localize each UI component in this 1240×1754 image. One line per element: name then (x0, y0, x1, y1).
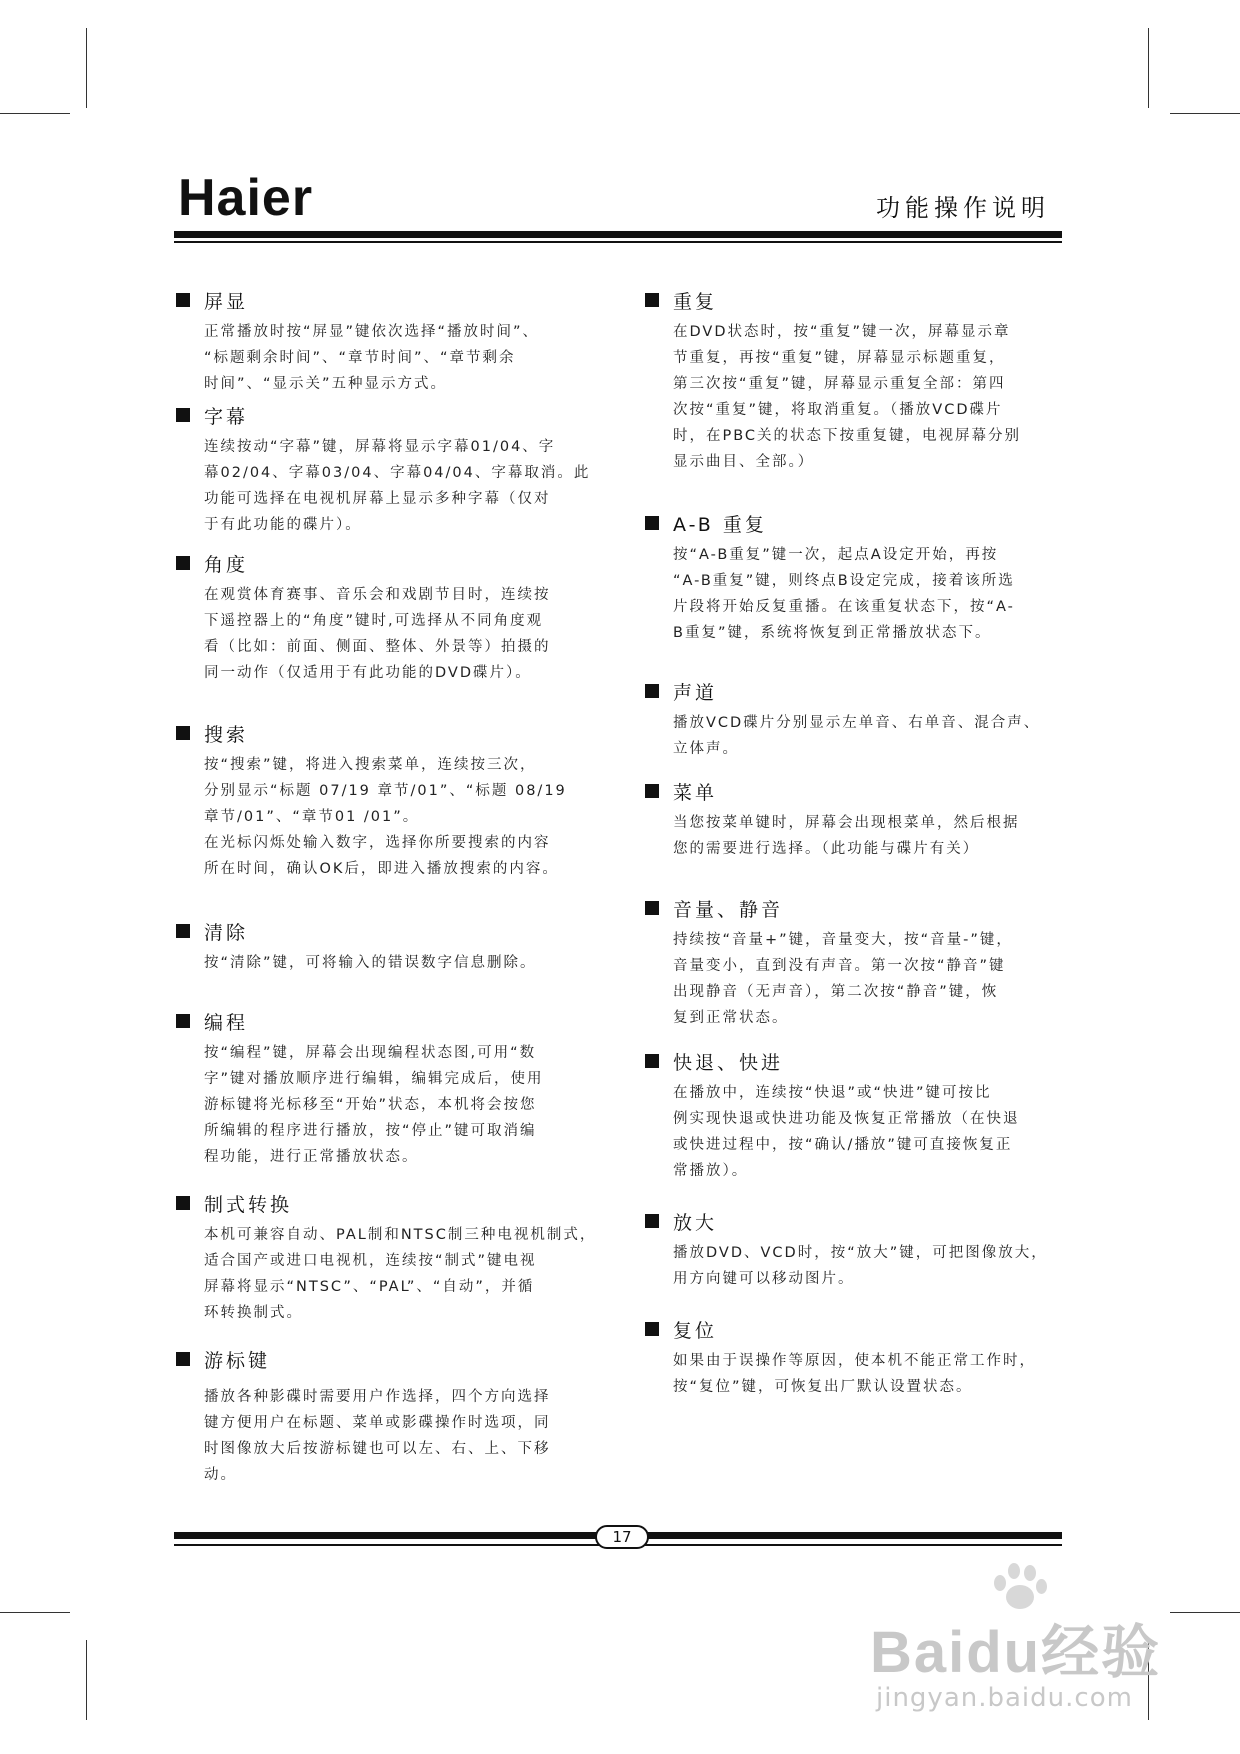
watermark-main-text: Baidu经验 (870, 1620, 1162, 1685)
section-subtitle (176, 402, 606, 538)
header-rule (174, 231, 1062, 238)
section-repeat (645, 287, 1075, 475)
section-title: 制式转换 (204, 1193, 293, 1216)
baidu-watermark (870, 1605, 1161, 1713)
section-cursor-keys (176, 1346, 606, 1488)
haier-logo: Haier (178, 169, 314, 227)
section-search (176, 720, 606, 882)
section-body: 按“A-B重复”键一次，起点A设定开始，再按 “A-B重复”键，则终点B设定完成，接着该所选 片段将开始反复重播。在该重复状态下，按“A- B重复”键，系统将恢复到正常播放状态下。 (673, 547, 1015, 641)
section-title: 角度 (204, 553, 249, 576)
section-body: 正常播放时按“屏显”键依次选择“播放时间”、 “标题剩余时间”、“章节时间”、“章节剩余 时间”、“显示关”五种显示方式。 (204, 324, 540, 392)
crop-mark (0, 113, 70, 114)
section-title: 声道 (673, 681, 718, 704)
crop-mark (86, 28, 87, 108)
section-body: 本机可兼容自动、PAL制和NTSC制三种电视机制式， 适合国产或进口电视机，连续按“制式”键电视 屏幕将显示“NTSC”、“PAL”、“自动”，并循 环转换制式。 (204, 1227, 597, 1321)
crop-mark (1148, 28, 1149, 108)
section-tv-system (176, 1190, 606, 1326)
section-title: 编程 (204, 1011, 249, 1034)
section-body: 在DVD状态时，按“重复”键一次，屏幕显示章 节重复，再按“重复”键，屏幕显示标题重复， 第三次按“重复”键，屏幕显示重复全部：第四 次按“重复”键，将取消重复。（播放VCD碟片 时，在PBC关的状态下按重复键，电视屏幕分别 显示曲目、全部。） (673, 324, 1022, 470)
header-rule-thin (174, 241, 1062, 243)
square-bullet-icon (176, 726, 190, 740)
square-bullet-icon (176, 924, 190, 938)
square-bullet-icon (645, 684, 659, 698)
section-title: 音量、静音 (673, 898, 784, 921)
square-bullet-icon (176, 1196, 190, 1210)
section-audio-channel (645, 678, 1075, 762)
section-ab-repeat (645, 510, 1075, 646)
section-body: 在播放中，连续按“快退”或“快进”键可按比 例实现快退或快进功能及恢复正常播放（在快退 或快进过程中，按“确认/播放”键可直接恢复正 常播放）。 (673, 1085, 1020, 1179)
section-rewind-forward (645, 1048, 1075, 1184)
section-body: 当您按菜单键时，屏幕会出现根菜单，然后根据 您的需要进行选择。（此功能与碟片有关） (673, 815, 1020, 857)
section-title: 字幕 (204, 405, 249, 428)
section-angle (176, 550, 606, 686)
square-bullet-icon (645, 293, 659, 307)
square-bullet-icon (176, 1014, 190, 1028)
section-title: 复位 (673, 1319, 718, 1342)
square-bullet-icon (176, 1352, 190, 1366)
square-bullet-icon (176, 408, 190, 422)
section-zoom (645, 1208, 1075, 1292)
section-body: 如果由于误操作等原因，使本机不能正常工作时， 按“复位”键，可恢复出厂默认设置状态。 (673, 1353, 1036, 1395)
section-body: 按“编程”键，屏幕会出现编程状态图,可用“数 字”键对播放顺序进行编辑，编辑完成后，使用 游标键将光标移至“开始”状态，本机将会按您 所编辑的程序进行播放，按“停止”键可取消编 程功能，进行正常播放状态。 (204, 1045, 544, 1165)
section-reset (645, 1316, 1075, 1400)
square-bullet-icon (645, 1214, 659, 1228)
section-body: 在观赏体育赛事、音乐会和戏剧节目时，连续按 下遥控器上的“角度”键时,可选择从不同角度观 看（比如：前面、侧面、整体、外景等）拍摄的 同一动作（仅适用于有此功能的DVD碟片）。 (204, 587, 551, 681)
square-bullet-icon (645, 1322, 659, 1336)
section-title: 重复 (673, 290, 718, 313)
section-body: 按“搜索”键，将进入搜索菜单，连续按三次， 分别显示“标题 07/19 章节/01”、“标题 08/19 章节/01”、“章节01 /01”。 在光标闪烁处输入数字，选择你所要搜索的内容 所在时间，确认OK后，即进入播放搜索的内容。 (204, 757, 567, 877)
section-body: 播放DVD、VCD时，按“放大”键，可把图像放大， 用方向键可以移动图片。 (673, 1245, 1048, 1287)
section-title: 屏显 (204, 290, 249, 313)
section-title: A-B 重复 (673, 513, 767, 536)
square-bullet-icon (645, 1054, 659, 1068)
square-bullet-icon (176, 556, 190, 570)
square-bullet-icon (645, 901, 659, 915)
section-body: 持续按“音量+”键，音量变大，按“音量-”键， 音量变小，直到没有声音。第一次按“静音”键 出现静音（无声音），第二次按“静音”键，恢 复到正常状态。 (673, 932, 1013, 1026)
section-display (176, 287, 606, 397)
section-body: 播放VCD碟片分别显示左单音、右单音、混合声、 立体声。 (673, 715, 1041, 757)
section-title: 搜索 (204, 723, 249, 746)
section-clear (176, 918, 606, 976)
page-title: 功能操作说明 (876, 194, 1050, 222)
section-menu (645, 778, 1075, 862)
crop-mark (86, 1640, 87, 1720)
square-bullet-icon (645, 516, 659, 530)
section-program (176, 1008, 606, 1170)
square-bullet-icon (645, 784, 659, 798)
section-title: 清除 (204, 921, 249, 944)
section-body: 播放各种影碟时需要用户作选择，四个方向选择 键方便用户在标题、菜单或影碟操作时选项，同 时图像放大后按游标键也可以左、右、上、下移 动。 (204, 1389, 551, 1483)
section-body: 按“清除”键，可将输入的错误数字信息删除。 (204, 955, 537, 971)
square-bullet-icon (176, 293, 190, 307)
section-title: 快退、快进 (673, 1051, 784, 1074)
crop-mark (1170, 113, 1240, 114)
section-title: 菜单 (673, 781, 718, 804)
section-title: 游标键 (204, 1349, 271, 1372)
page-number: 17 (595, 1525, 649, 1549)
watermark-url-text: jingyan.baidu.com (876, 1683, 1133, 1713)
paw-icon (988, 1561, 1048, 1611)
section-title: 放大 (673, 1211, 718, 1234)
section-body: 连续按动“字幕”键，屏幕将显示字幕01/04、字 幕02/04、字幕03/04、字幕04/04、字幕取消。此 功能可选择在电视机屏幕上显示多种字幕（仅对 于有此功能的碟片）。 (204, 439, 591, 533)
section-volume-mute (645, 895, 1075, 1031)
crop-mark (1170, 1612, 1240, 1613)
crop-mark (0, 1612, 70, 1613)
